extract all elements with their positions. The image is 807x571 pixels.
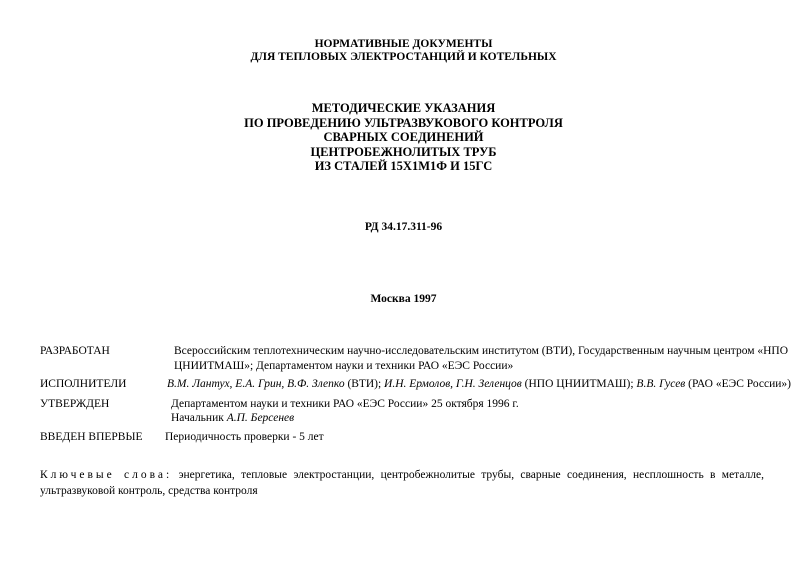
document-title [0, 101, 807, 174]
developed-text-line-1: Всероссийским теплотехническим научно-исследовательским институтом (ВТИ), Государственным научным центром «НПО [174, 345, 789, 357]
approved-label: УТВЕРЖДЕН [40, 398, 110, 410]
header-line-2: ДЛЯ ТЕПЛОВЫХ ЭЛЕКТРОСТАНЦИЙ И КОТЕЛЬНЫХ [250, 51, 557, 63]
developed-text-line-2: ЦНИИТМАШ»; Департаментом науки и техники РАО «ЕЭС России» [174, 360, 514, 372]
title-line-1: МЕТОДИЧЕСКИЕ УКАЗАНИЯ [311, 101, 496, 115]
approved-text: Департаментом науки и техники РАО «ЕЭС России» 25 октября 1996 г. [171, 398, 519, 410]
performers-org-rao: (РАО «ЕЭС России») [685, 378, 791, 390]
performers-names-vti: В.М. Лантух, Е.А. Грин, В.Ф. Злепко [167, 378, 345, 390]
approved-chief [171, 411, 294, 426]
title-line-4: ЦЕНТРОБЕЖНОЛИТЫХ ТРУБ [310, 144, 497, 159]
developed-label: РАЗРАБОТАН [40, 345, 110, 357]
header-line-1: НОРМАТИВНЫЕ ДОКУМЕНТЫ [314, 38, 493, 50]
performers-names-rao: В.В. Гусев [636, 378, 686, 390]
document-code: РД 34.17.311-96 [364, 221, 443, 233]
performers-text [167, 377, 791, 392]
performers-org-npo: (НПО ЦНИИТМАШ); [521, 378, 637, 390]
introduced-text: Периодичность проверки - 5 лет [165, 431, 324, 443]
performers-org-vti: (ВТИ); [344, 378, 385, 390]
keywords-paragraph [40, 467, 764, 499]
title-line-5: ИЗ СТАЛЕЙ 15Х1М1Ф И 15ГС [314, 159, 493, 173]
header-block [0, 38, 807, 64]
keywords-label: Ключевые слова: [40, 469, 173, 481]
performers-label: ИСПОЛНИТЕЛИ [40, 378, 127, 390]
title-line-2: ПО ПРОВЕДЕНИЮ УЛЬТРАЗВУКОВОГО КОНТРОЛЯ [244, 115, 563, 130]
approved-chief-title: Начальник [171, 412, 227, 424]
approved-chief-name: А.П. Берсенев [226, 412, 295, 424]
title-line-3: СВАРНЫХ СОЕДИНЕНИЙ [323, 130, 484, 144]
introduced-label: ВВЕДЕН ВПЕРВЫЕ [40, 431, 143, 443]
city-year: Москва 1997 [370, 293, 437, 305]
keywords-text: энергетика, тепловые электростанции, центробежнолитые трубы, сварные соединения, несплошность в металле, ультразвуковой контроль, средства контроля [40, 469, 765, 497]
performers-names-npo: И.Н. Ермолов, Г.Н. Зеленцов [384, 378, 522, 390]
